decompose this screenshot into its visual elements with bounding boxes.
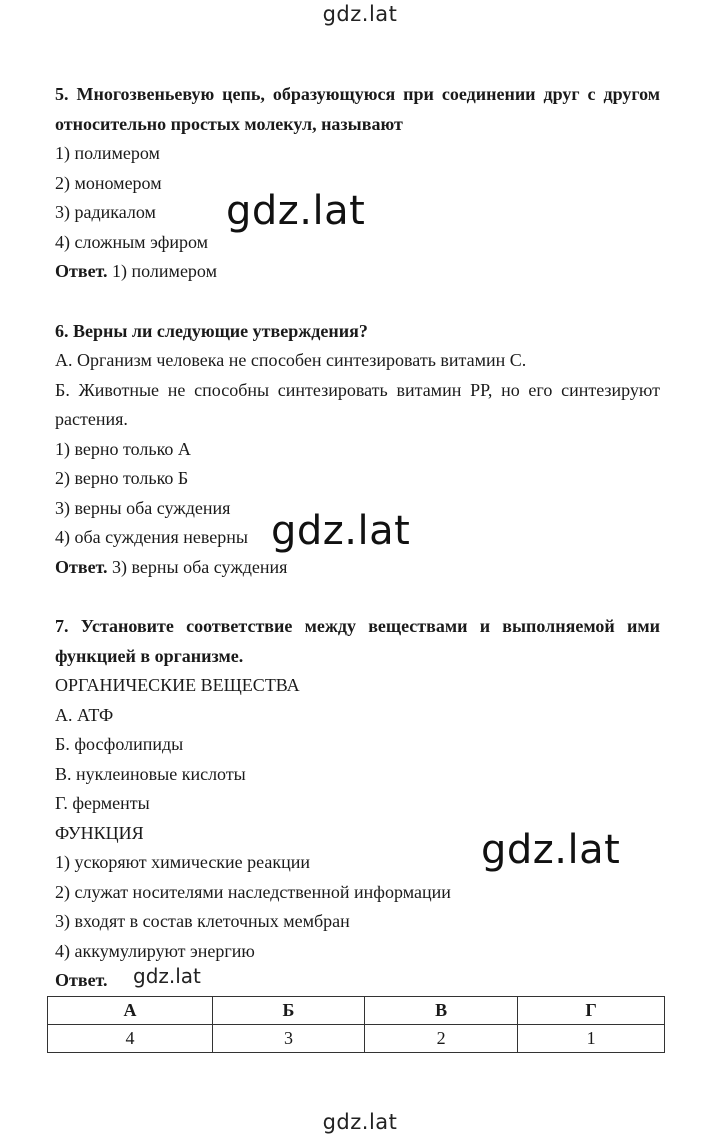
q7-substance-a: А. АТФ [55,704,114,725]
watermark-bottom: gdz.lat [322,1110,398,1134]
answer-table-header-v: В [364,997,517,1025]
q7-function-2: 2) служат носителями наследственной информации [55,881,451,902]
answer-table-header-b: Б [212,997,364,1025]
watermark-overlay-3: gdz.lat [481,827,621,873]
q6-answer-text: 3) верны оба суждения [112,556,288,577]
q5-option-4: 4) сложным эфиром [55,231,209,252]
q7-function-1: 1) ускоряют химические реакции [55,852,311,872]
q7-substance-v: В. нуклеиновые кислоты [55,763,246,784]
q6-option-2: 2) верно только Б [55,468,189,488]
q6-answer [55,553,660,583]
q6-statement-a: А. Организм человека не способен синтезировать витамин С. [55,350,527,370]
q5-option-2: 2) мономером [55,172,162,193]
answer-table-value-b: 3 [212,1025,364,1053]
watermark-overlay-2: gdz.lat [271,508,411,554]
answer-table-header-g: Г [518,997,665,1025]
q6-option-3: 3) верны оба суждения [55,497,231,518]
q5-answer [55,257,660,287]
answer-table-header-a: А [48,997,213,1025]
question-7-title: 7. Установите соответствие между веществами и выполняемой ими функцией в организме. [55,616,660,666]
q7-answer-label: Ответ. [55,970,108,990]
answer-table-value-g: 1 [518,1025,665,1053]
q5-answer-text: 1) полимером [112,261,217,281]
q6-option-4: 4) оба суждения неверны [55,527,249,547]
answer-table [47,996,665,1053]
watermark-top: gdz.lat [322,2,398,26]
q7-function-4: 4) аккумулируют энергию [55,940,255,961]
answer-table-value-a: 4 [48,1025,213,1053]
q7-substances-heading: ОРГАНИЧЕСКИЕ ВЕЩЕСТВА [55,675,300,695]
answer-table-value-row [48,1025,665,1053]
answer-table-header-row [48,997,665,1025]
q5-option-3: 3) радикалом [55,202,156,222]
watermark-overlay-4: gdz.lat [133,964,201,988]
q7-substance-b: Б. фосфолипиды [55,734,184,754]
question-6-title: 6. Верны ли следующие утверждения? [55,320,368,341]
q6-option-1: 1) верно только А [55,438,191,459]
q5-answer-label: Ответ. [55,261,108,281]
q6-answer-label: Ответ. [55,556,108,577]
watermark-overlay-1: gdz.lat [226,188,366,234]
q5-option-1: 1) полимером [55,143,160,163]
q7-functions-heading: ФУНКЦИЯ [55,822,144,843]
q7-function-3: 3) входят в состав клеточных мембран [55,911,350,931]
q6-statement-b: Б. Животные не способны синтезировать витамин РР, но его синтезируют растения. [55,379,660,429]
answer-table-value-v: 2 [364,1025,517,1053]
q7-substance-g: Г. ферменты [55,793,150,813]
question-5-title: 5. Многозвеньевую цепь, образующуюся при соединении друг с другом относительно простых молекул, называют [55,84,660,134]
